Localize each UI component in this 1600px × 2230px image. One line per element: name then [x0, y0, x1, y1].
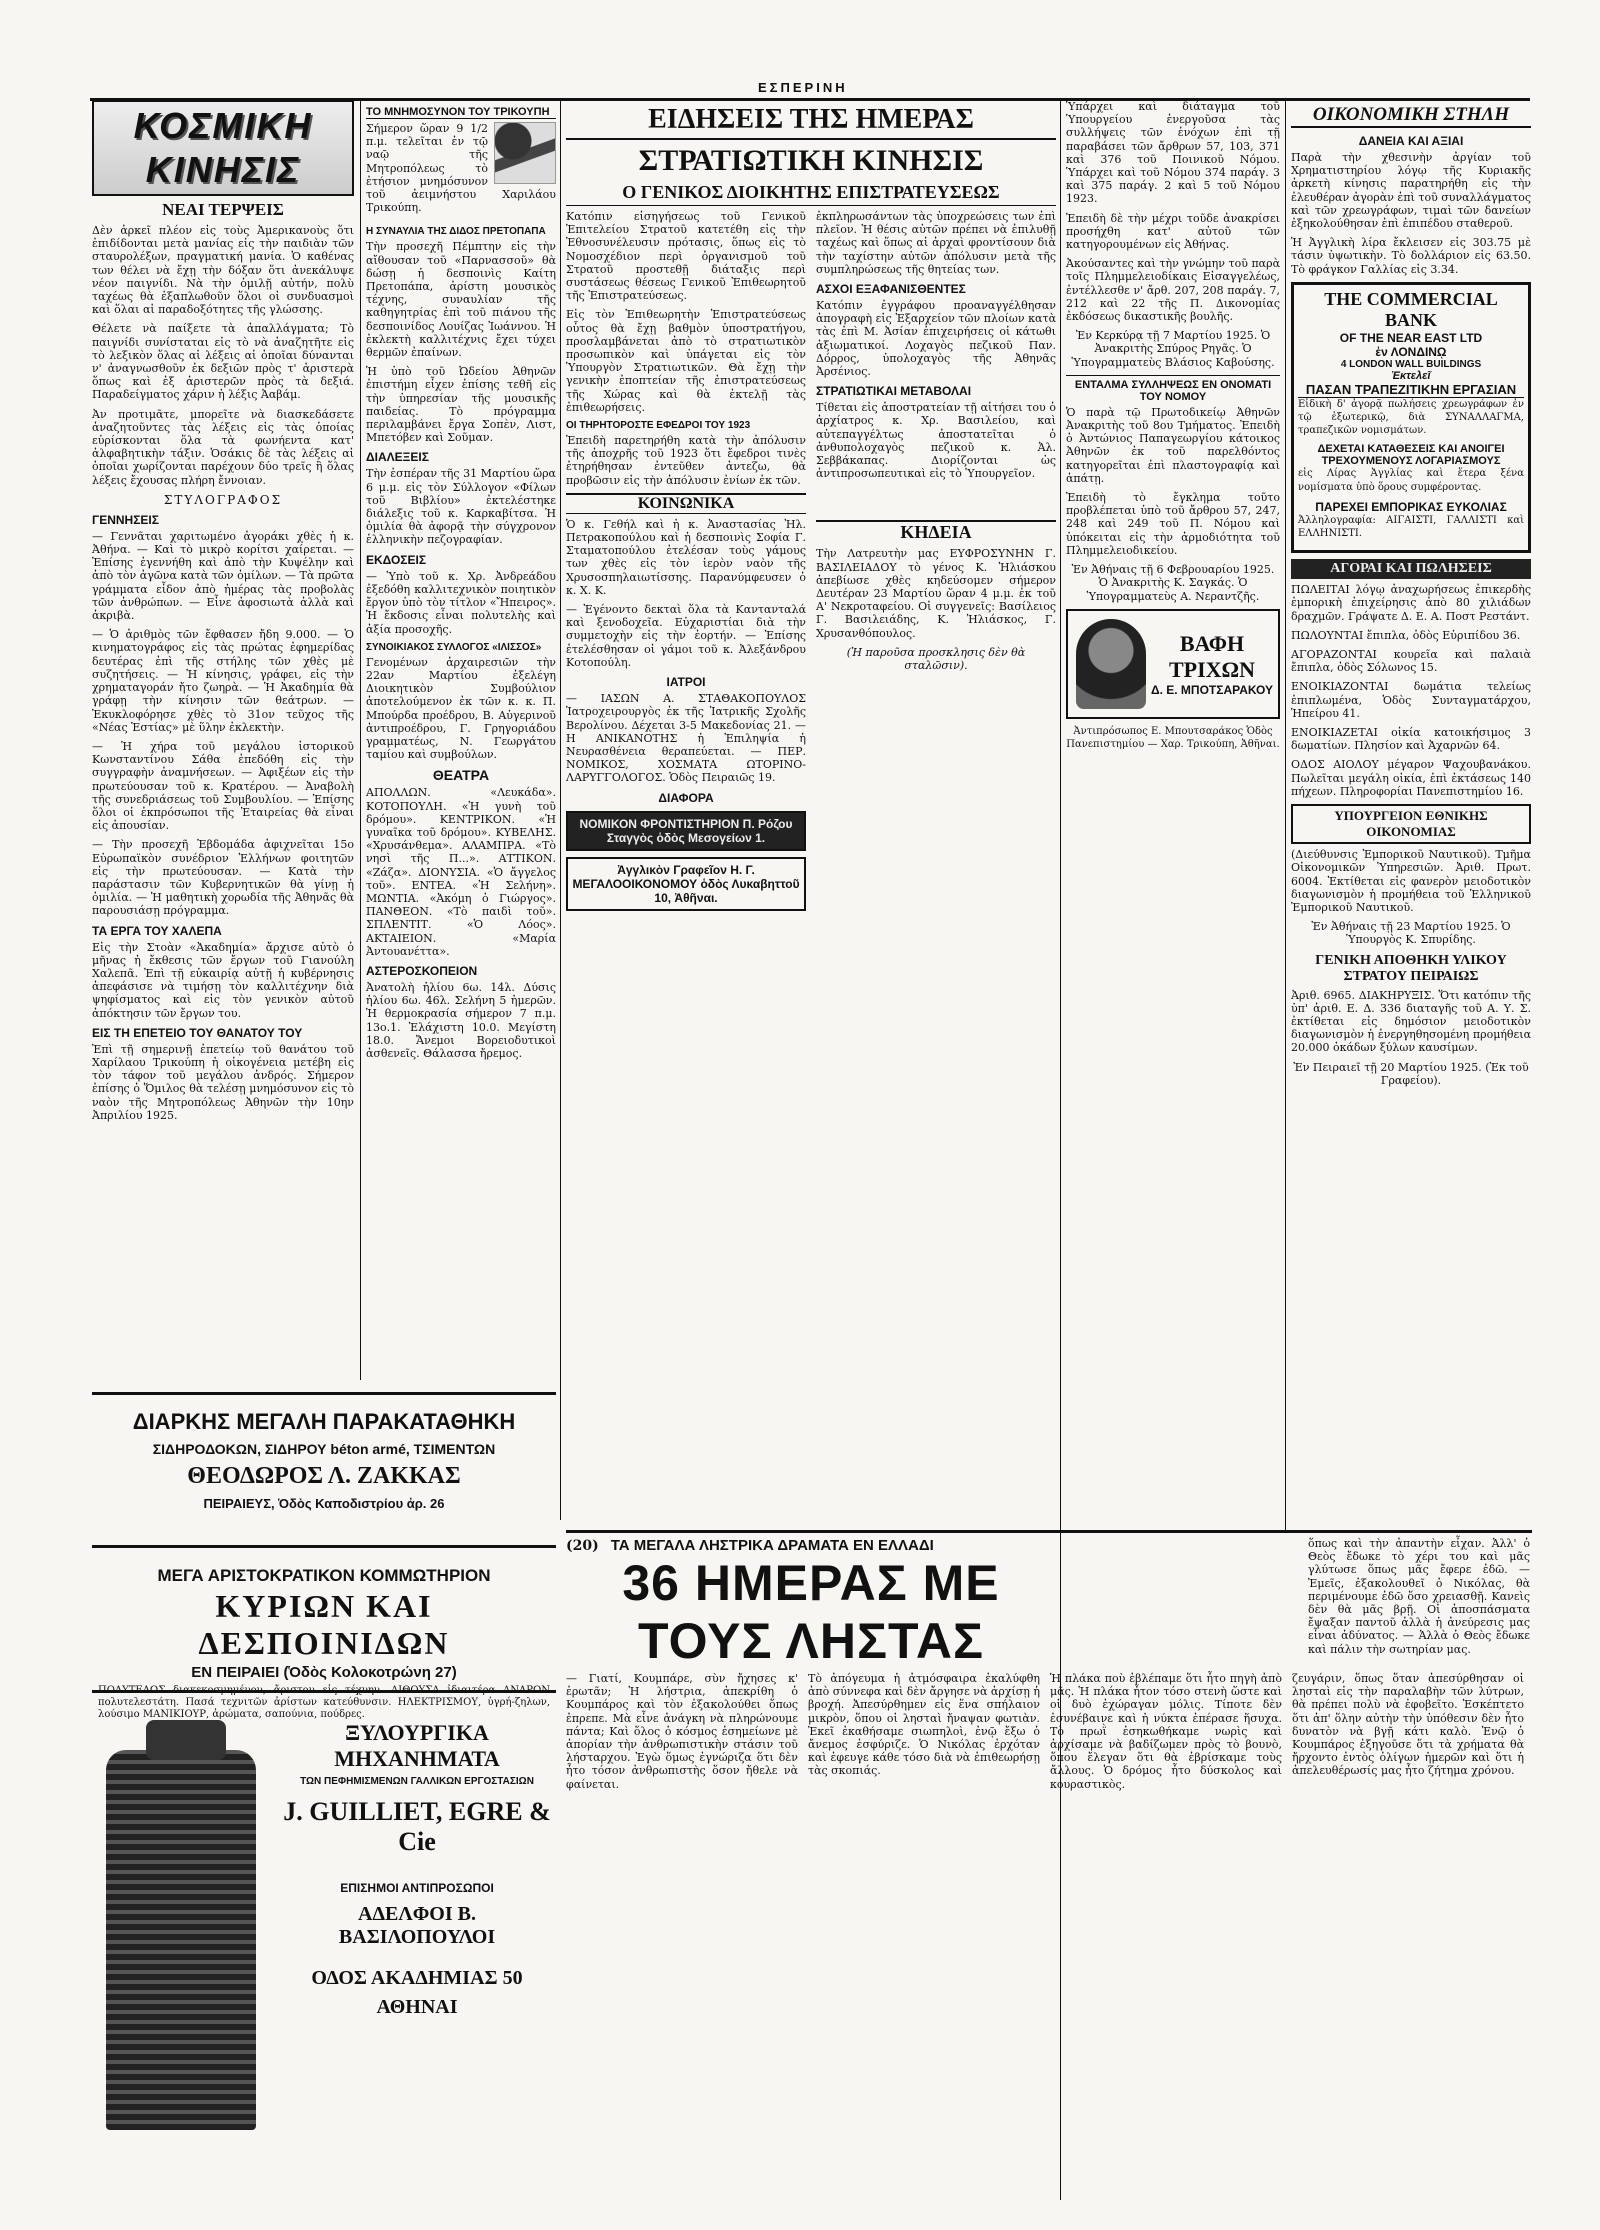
ad-address: Ἀντιπρόσωπος Ε. Μπουτσαράκος Ὁδὸς Πανεπιστημίου — Χαρ. Τρικούπη, Ἀθῆναι.	[1066, 725, 1280, 750]
section-heading: ΟΙΚΟΝΟΜΙΚΗ ΣΤΗΛΗ	[1291, 104, 1531, 128]
article-paragraph: (Ἡ παροῦσα προσκλησις δὲν θὰ σταλῶσιν).	[846, 645, 1026, 673]
subheading: ΕΚΔΟΣΕΙΣ	[366, 552, 427, 567]
banner-title: ΚΟΣΜΙΚΗ ΚΙΝΗΣΙΣ	[133, 105, 313, 190]
article-paragraph: Ἀκούσαντες καὶ τὴν γνώμην τοῦ παρὰ τοῖς Πλημμελειοδίκαις Εἰσαγγελέως, ἐντέλλεσθε ν' ἄρθ. 207, 208 παράγ. 7, 212 καὶ 22 τῆς Π. Δικονομίας ἐκδόσεως δικαστικῆς βουλῆς.	[1066, 257, 1280, 324]
ad-text: Ἀγγλικὸν Γραφεῖον Η. Γ. ΜΕΓΑΛΟΟΙΚΟΝΟΜΟΥ ὁδὸς Λυκαβηττοῦ 10, Ἀθῆναι.	[572, 862, 800, 905]
article-paragraph: Τὴν Λατρευτὴν μας ΕΥΦΡΟΣΥΝΗΝ Γ. ΒΑΣΙΛΕΙΑΔΟΥ τὸ γένος Κ. Ἠλιάσκου ἀπεβίωσε χθὲς κηδεύσομεν σήμερον Δευτέραν 23 Μαρτίου ὥραν 4 μ.μ. ἐκ τοῦ Α' Νεκροταφείου. Οἱ συγγενεῖς: Βασίλειος Γ. Βασιλειάδης, Κ. Ἠλιάσκος, Γ. Χρυσανθόπουλος.	[816, 547, 1056, 640]
serial-story	[566, 1530, 1532, 2193]
subheading: ΙΑΤΡΟΙ	[666, 675, 706, 690]
ad-text: ΠΟΛΥΤΕΛΩΣ διακεκοσμημένον, ἄριστον εἰς τέχνην. ΑΙΘΟΥΣΑ ἰδιαιτέρα ΑΝΔΡΩΝ πολυτελεστάτη. Πασά τεχνιτῶν ἀρίστων κατεύθυνσιν. ΗΛΕΚΤΡΙΣΜΟΥ, ὑγρή-ζηλων, λούσιμο ΜΑΝΙΚΙΟΥΡ, ἀρώματα, σαπούνια, πούδρες.	[98, 1685, 550, 1720]
article-paragraph: Εἰς τὴν Στοὰν «Ἀκαδημία» ἄρχισε αὐτὸ ὁ μῆνας ἡ ἔκθεσις τῶν ἔργων τοῦ Γιανούλη Χαλεπᾶ. Ἐπὶ τῇ εὐκαιρίᾳ αὐτῇ ἡ κυβέρνησις ἀπεφάσισε νὰ τιμήσῃ τὸν καλλιτέχνην διὰ ψηφίσματος καὶ εἰς τὸν γενικὸν αὐτοῦ ἀπόκτησιν τῶν ἔργων του.	[92, 940, 354, 1020]
bank-name: ΤΗΕ COMMERCIAL BANK	[1324, 288, 1498, 330]
article-paragraph: Παρὰ τὴν χθεσινὴν ἀργίαν τοῦ Χρηματιστηρίου λόγῳ τῆς Κυριακῆς ἀρκετὴ κίνησις παρατηρήθη εἰς τὴν ἐλευθέραν ἀγορὰν ἐπὶ τοῦ συναλλάγματος καὶ τῶν χρεωγράφων, τιμαὶ τῶν δανείων ἐξηκολούθησαν ἐπὶ ἐπιπέδου σταθεροῦ.	[1291, 151, 1531, 231]
ad-kommotirion	[92, 1560, 556, 1720]
ad-firm: ΑΔΕΛΦΟΙ Β. ΒΑΣΙΛΟΠΟΥΛΟΙ	[338, 1903, 496, 1948]
bank-address: 4 LONDON WALL BUILDINGS	[1340, 358, 1482, 370]
article-paragraph: Ὑπάρχει καὶ διάταγμα τοῦ Ὑπουργείου ἐνεργοῦσα τὰς συλλήψεις τῶν ἐνόχων ἐπὶ τῇ παραβάσει τῶν ἄρθρων 57, 103, 371 καὶ 376 τοῦ Ποινικοῦ Νόμου. Ὑπάρχει καὶ τοῦ Νόμου 374 παράγ. 3 καὶ 375 παράγ. 2 καὶ 5 τοῦ Νόμου 1923.	[1066, 100, 1280, 206]
subheading: ΔΙΑΛΕΞΕΙΣ	[366, 450, 429, 465]
article-paragraph: Ἐν Ἀθήναις τῇ 23 Μαρτίου 1925. Ὁ Ὑπουργὸς Κ. Σπυρίδης.	[1311, 920, 1511, 947]
section-heading: ΚΟΙΝΩΝΙΚΑ	[566, 493, 806, 514]
ad-title: ΔΙΑΡΚΗΣ ΜΕΓΑΛΗ ΠΑΡΑΚΑΤΑΘΗΚΗ	[132, 1409, 516, 1434]
article-paragraph: Ἐν Ἀθήναις τῇ 6 Φεβρουαρίου 1925. Ὁ Ἀνακριτὴς Κ. Σαγκάς. Ὁ Ὑπογραμματεὺς Α. Νεραντζῆς.	[1071, 563, 1275, 603]
ad-text-block	[282, 1720, 552, 2019]
article-paragraph: Ἐν Πειραιεῖ τῇ 20 Μαρτίου 1925. (Ἐκ τοῦ Γραφείου).	[1293, 1060, 1529, 1087]
section-heading: ΑΓΟΡΑΙ ΚΑΙ ΠΩΛΗΣΕΙΣ	[1291, 559, 1531, 579]
ad-address: ΟΔΟΣ ΑΚΑΔΗΜΙΑΣ 50	[311, 1967, 523, 1989]
kicker-heading: ΕΙΔΗΣΕΙΣ ΤΗΣ ΗΜΕΡΑΣ	[566, 104, 1056, 140]
article-paragraph: (Διεύθυνσις Ἐμπορικοῦ Ναυτικοῦ). Τμῆμα Οἰκονομικῶν Ὑπηρεσιῶν. Ἀριθ. Πρωτ. 6004. Ἐκτίθεται εἰς φανερὸν μειοδοτικὸν διαγωνισμὸν ἡ προμήθεια τοῦ Ἐλληνικοῦ Ἐμπορικοῦ Ναυτικοῦ.	[1291, 848, 1531, 914]
serial-column: — Γιατί, Κουμπάρε, σὺν ἤχησες κ' ἐρωτᾶν; Ἡ λήστρια, ἀπεκρίθη ὁ Κουμπάρος καὶ τὸν ἐξακολούθει ὅπως ἐπρεπε. Μὰ εἶνε ἀνάγκη νὰ πληρώνουμε πάντα; Καὶ ὅλος ὁ κόσμος ἐσημείωνε μὲ ἀπορίαν τὴν ἀνθρωπιστικὴν στάσιν τοῦ λήσταρχου. Ἐγὼ ὅμως ἐγνώριζα ὅτι δὲν ἦτο τόσον ἀνθρωπιστὴς ὅσον ἤθελε νὰ φαίνεται.	[566, 1672, 798, 1791]
article-paragraph: Τὴν προσεχῆ Πέμπτην εἰς τὴν αἴθουσαν τοῦ «Παρνασσοῦ» θὰ δώσῃ ἡ δεσποινὶς Καίτη Πρετοπάπα, ἀρίστη μουσικὸς τέχνης, συναυλίαν τῆς καθηγητρίας ἐπὶ τοῦ πιάνου τῆς δεσποινίδος Λουίζας Ἰωάννου. Ἡ ἐκλεκτὴ καλλιτέχνις ἔχει τύχει θερμῶν ἐπαίνων.	[366, 240, 556, 360]
bank-text: Εἰδικὴ δ' ἀγορᾷ πωλήσεις χρεωγράφων ἐν τῷ ἐξωτερικῷ, διὰ ΣΥΝΑΛΛΑΓΜΑ, τραπεζικῶν νομισμάτων.	[1298, 398, 1524, 437]
article-paragraph: Ἐπειδὴ παρετηρήθη κατὰ τὴν ἀπόλυσιν τῆς ἀποχρῆς τοῦ 1923 ὅτι ἔφεδροι τινὲς ἐτηρήθησαν ἐντεῦθεν ἀντεζω, θὰ προβῶσιν εἰς τὴν ἀπόλυσιν ἐνίων ἐκ τῶν.	[566, 434, 806, 487]
ad-sub: Δ. Ε. ΜΠΟΤΣΑΡΑΚΟΥ	[1150, 682, 1274, 697]
classified-ad: ΠΩΛΕΙΤΑΙ λόγῳ ἀναχωρήσεως ἐπικερδὴς ἐμπορικὴ ἐπιχείρησις ἀπὸ 80 χιλιάδων δραχμῶν. Γράψατε Δ. Ε. Α. Ποστ Ρεστάντ.	[1291, 583, 1531, 623]
ad-zakkas	[92, 1392, 556, 1548]
subheading: ΤΟ ΜΝΗΜΟΣΥΝΟΝ ΤΟΥ ΤΡΙΚΟΥΠΗ	[366, 106, 556, 119]
article-paragraph: Ἀν προτιμᾶτε, μπορεῖτε νὰ διασκεδάσετε ἀναζητοῦντες τὰς λέξεις εἰς τὰς ὁποίας εὑρίσκονται ὅλα τὰ φωνήεντα κατ' ἀλφαβητικὴν τάξιν. Ὁσάκις δὲ τὰς λέξεις αἱ ὁποῖαι χωρίζονται παρέχουν δύο τρεῖς ἢ ὅλας λέξεις ἔχουσας πλήρη ἔννοιαν.	[92, 407, 354, 487]
main-headline: ΣΤΡΑΤΙΩΤΙΚΗ ΚΙΝΗΣΙΣ	[638, 144, 984, 177]
paper-name: ΕΣΠΕΡΙΝΗ	[750, 80, 856, 95]
subcolumn-right	[816, 210, 1056, 917]
ad-address: ΠΕΙΡΑΙΕΥΣ, Ὁδὸς Καποδιστρίου ἀρ. 26	[203, 1496, 445, 1511]
article-paragraph: Κατόπιν εἰσηγήσεως τοῦ Γενικοῦ Ἐπιτελείου Στρατοῦ κατετέθη εἰς τὴν Ἐθνοσυνέλευσιν πρότασις, ὅπως εἰς τὸ Νομοσχέδιον περὶ ὀργανισμοῦ τοῦ Στρατοῦ προστεθῇ διάταξις περὶ συστάσεως θέσεως Γενικοῦ Ἐπιθεωρητοῦ τῆς Ἐπιστρατεύσεως.	[566, 210, 806, 303]
article-paragraph: Τίθεται εἰς ἀποστρατείαν τῇ αἰτήσει του ὁ ἀρχίατρος κ. Χρ. Βασιλείου, καὶ αὐτεπαγγέλτως ἀποστατεῖται ὁ ἀνθυπολοχαγὸς πεζικοῦ κ. Ἀλ. Σεββάκαπας. Διορίζονται ὡς ἀντιπροσωπευτικαὶ εἰς τὸ Ὑπουργεῖον.	[816, 401, 1056, 481]
article-paragraph: Εἰς τὸν Ἐπιθεωρητὴν Ἐπιστρατεύσεως οὗτος θὰ ἔχῃ βαθμὸν ὑποστρατήγου, προσλαμβάνεται ἀπὸ τὸ στρατιωτικὸν προσωπικὸν καὶ ὑπάγεται εἰς τὸν Ὑπουργὸν Στρατιωτικῶν. Θὰ ἔχῃ τὴν γενικὴν ἐποπτείαν τῆς ἐπιστρατεύσεως τῆς Χώρας καὶ θὰ ἐκτελῇ τὰς ἐπιθεωρήσεις.	[566, 308, 806, 414]
ad-rep: ΕΠΙΣΗΜΟΙ ΑΝΤΙΠΡΟΣΩΠΟΙ	[340, 1881, 494, 1895]
bank-sub: OF THE NEAR EAST LTD	[1339, 330, 1483, 345]
masthead-strip	[90, 80, 1530, 101]
ad-brand: J. GUILLIET, EGRE & Cie	[283, 1797, 551, 1856]
sub-headline: Ο ΓΕΝΙΚΟΣ ΔΙΟΙΚΗΤΗΣ ΕΠΙΣΤΡΑΤΕΥΣΕΩΣ	[566, 182, 1056, 206]
serial-column: Τὸ ἀπόγευμα ἡ ἀτμόσφαιρα ἐκαλύφθη ἀπὸ σύννεφα καὶ δὲν ἄργησε νὰ ἀρχίσῃ ἡ βροχή. Ἀπεσύρθημεν εἰς ἕνα σπήλαιον μικρὸν, ὅπου οἱ λησταὶ ἤναψαν φωτιὰν. Ἐκεῖ ἐκαθήσαμε σιωπηλοὶ, ἐνῷ ἔξω ὁ ἄνεμος ἐσφύριζε. Ὁ Νικόλας ἐρχόταν καὶ ἐφευγε κάθε τόσο διὰ νὰ ἐπιθεωρήσῃ τὰς σκοπιάς.	[808, 1672, 1040, 1778]
article-paragraph: Τὴν ἑσπέραν τῆς 31 Μαρτίου ὥρα 6 μ.μ. εἰς τὸν Σύλλογον «Φίλων τοῦ Βιβλίου» ἐκτελέστηκε διάλεξις τοῦ κ. Καρκαβίτσα. Ἡ ὁμιλία θὰ ἀφορᾷ τὴν σύγχρονον ἑλληνικὴν πεζογραφίαν.	[366, 467, 556, 547]
article-paragraph: — Ὑπὸ τοῦ κ. Χρ. Ἀνδρεάδου ἐξεδόθη καλλιτεχνικὸν ποιητικὸν ἔργον ὑπὸ τὸν τίτλον «Ἤπειρος». Ἡ ἔκδοσις εἶναι πολυτελὴς καὶ ἀξία προσοχῆς.	[366, 569, 556, 636]
article-paragraph: Ἐν Κερκύρᾳ τῇ 7 Μαρτίου 1925. Ὁ Ἀνακριτὴς Σπύρος Ρηγᾶς. Ὁ Ὑπογραμματεὺς Βλάσιος Καβούσης.	[1071, 329, 1275, 369]
column-eidiseis	[566, 100, 1056, 1520]
subheading: ΕΙΣ ΤΗ ΕΠΕΤΕΙΟ ΤΟΥ ΘΑΝΑΤΟΥ ΤΟΥ	[92, 1025, 303, 1040]
serial-kicker: ΤΑ ΜΕΓΑΛΑ ΛΗΣΤΡΙΚΑ ΔΡΑΜΑΤΑ ΕΝ ΕΛΛΑΔΙ	[610, 1537, 934, 1554]
subheading: ΟΙ ΤΗΡΗΤΟΡΟΣΤΕ ΕΦΕΔΡΟΙ ΤΟΥ 1923	[566, 420, 751, 432]
article-paragraph: Ἀνατολὴ ἡλίου 6ω. 14λ. Δύσις ἡλίου 6ω. 46λ. Σελήνη 5 ἡμερῶν. Ἡ θερμοκρασία σήμερον 7 π.μ. 13ο.1. Ἐλάχιστη 10.0. Μεγίστη 18.0. Ἄνεμοι Βορειοδυτικοὶ ἀσθενεῖς. Θάλασσα ἤρεμος.	[366, 980, 556, 1060]
ad-text: ΝΟΜΙΚΟΝ ΦΡΟΝΤΙΣΤΗΡΙΟΝ Π. Ρόζου Σταγγὸς ὁδὸς Μεσογείων 1.	[579, 816, 793, 845]
article-paragraph: — Τὴν προσεχῆ Ἑβδομάδα ἀφιχνεῖται 15ο Εὐρωπαϊκὸν συνέδριον Ἐλλήνων φοιτητῶν εἰς τὴν πρωτεύουσαν. — Κατὰ τὴν παράστασιν τῶν Κυβερνητικῶν θὰ γίνῃ ἡ ὁμιλία. — Ἡ μαθητικὴ χορωδία τῆς Ἀθηνᾶς θὰ παρουσιάσῃ πρόγραμμα.	[92, 838, 354, 918]
classified-ad: ΑΓΟΡΑΖΟΝΤΑΙ κουρεῖα καὶ παλαιὰ ἔπιπλα, ὁδὸς Σόλωνος 15.	[1291, 648, 1531, 675]
column-economic	[1291, 100, 1531, 1530]
subheading: ΑΣΤΕΡΟΣΚΟΠΕΙΟΝ	[366, 963, 478, 978]
article-paragraph: Γενομένων ἀρχαιρεσιῶν τὴν 22αν Μαρτίου ἐξελέγη Διοικητικὸν Συμβούλιον ἀποτελούμενον ἐκ τῶν κ. κ. Π. Μπούρδα προέδρου, Β. Αὐγερινοῦ ἀντιπροέδρου, Γ. Γρηγοριάδου γραμματέως, Ν. Γεωργάτου ταμίου καὶ συμβούλων.	[366, 655, 556, 762]
writing-woman-illustration	[494, 122, 556, 184]
article-paragraph: — Ἐγένοντο δεκταὶ ὅλα τὰ Καντανταλά καὶ ξενοδοχεῖα. Εὐχαριστίαι διὰ τὴν συμμετοχὴν εἰς τὴν ἐορτήν. — Ἐπίσης ἐτελέσθησαν οἱ γάμοι τοῦ κ. Ἀλεξάνδρου Κοτοπούλη.	[566, 603, 806, 669]
subcolumn-left	[566, 210, 806, 917]
column-news-short	[366, 100, 556, 1380]
article-paragraph: Ἐπειδὴ δὲ τὴν μέχρι τοῦδε ἀνακρίσει προσήχθη κατ' αὐτοῦ τῶν κατηγορουμένων εἰς Ἀθήνας.	[1066, 211, 1280, 252]
article-paragraph: ἐκπληρωσάντων τὰς ὑποχρεώσεις των ἐπὶ πλεῖον. Ἡ θέσις αὐτῶν πρέπει νὰ ἐπιλυθῇ ταχέως καὶ ὅπως αἱ ἀρχαὶ φροντίσουν διὰ τὴν ταχίστην αὐτῶν ἀπόλυσιν μετὰ τῆς συμπληρώσεως τῆς θητείας των.	[816, 210, 1056, 276]
article-paragraph: — ΙΑΣΩΝ Α. ΣΤΑΘΑΚΟΠΟΥΛΟΣ Ἰατροχειρουργὸς ἐκ τῆς Ἰατρικῆς Σχολῆς Βερολίνου. Δέχεται 3-5 Μακεδονίας 21. — Η ΑΝΙΚΑΝΟΤΗΣ ἡ Ἐπιληψία ἡ Νευρασθένεια θεραπεύεται. — ΠΕΡ. ΝΟΜΙΚΟΣ, ΧΟΣΜΑΤΑ ΩΤΟΡΙΝΟ-ΛΑΡΥΓΓΟΛΟΓΟΣ. Ὁδὸς Πειραιῶς 19.	[566, 692, 806, 785]
article-paragraph: Ἡ Ἀγγλικὴ λίρα ἔκλεισεν εἰς 303.75 μὲ τάσιν ὑψωτικὴν. Τὸ δολλάριον εἰς 63.50. Τὸ φράγκον Γαλλίας εἰς 3.34.	[1291, 236, 1531, 276]
machine-illustration	[96, 1740, 266, 2160]
serial-columns	[566, 1672, 1532, 1797]
article-paragraph: Θέλετε νὰ παίξετε τὰ ἀπαλλάγματα; Τὸ παιγνίδι συνίσταται εἰς τὸ νὰ ἀναζητῆτε εἰς τὸ λεξικὸν ὅλας αἱ λέξεις αἱ ὁποῖαι δύνανται ν' ἀναγνωσθοῦν ἐκ δεξιῶν πρὸς τ' ἀριστερὰ ὅπως καὶ ἐξ ἀριστερῶν πρὸς τὰ δεξιά. Παραδείγματος χάριν ἡ λέξις Ἀαβάμ.	[92, 322, 354, 402]
bank-city: ἐν ΛΟΝΔΙΝῼ	[1375, 344, 1447, 359]
classified-ad: ΕΝΟΙΚΙΑΖΕΤΑΙ οἰκία κατοικήσιμος 3 δωματίων. Πλησίον καὶ Ἀχαρνῶν 64.	[1291, 726, 1531, 753]
column-kosmiki	[92, 100, 354, 1380]
subheading: ΓΕΝΝΗΣΕΙΣ	[92, 512, 159, 527]
bank-advert	[1291, 282, 1531, 553]
column-rule	[360, 100, 361, 1380]
article-paragraph: Ἐπὶ τῇ σημερινῇ ἐπετείῳ τοῦ θανάτου τοῦ Χαρίλαου Τρικούπη ἡ οἰκογένεια μετέβη εἰς τὸν τάφον τοῦ μεγάλου ἀνδρός. Σήμερον ἐπίσης ὁ Ὅμιλος θὰ τελέσῃ μνημόσυνον εἰς τὸ ναὸν τῆς Μητροπόλεως Ἀθηνῶν τὴν 10ην Ἀπριλίου 1925.	[92, 1042, 354, 1122]
serial-column: ὅπως καὶ τὴν ἀπαντὴν εἶχαν. Ἀλλ' ὁ Θεὸς ἔδωκε τὸ χέρι του καὶ μᾶς γλύτωσε ὅπως μᾶς ἔφερε ἐδῶ. — Ἐμεῖς, ἐξακολουθεῖ ὁ Νικόλας, θὰ περιμένουμε ἐδῶ ὅσο χρειασθῇ. Κανεὶς δὲν θὰ μᾶς βρῇ. Οἱ ἀποσπάσματα ἔψαξαν παντοῦ ἀλλὰ ἡ ἀνεύρεσις μας εἶναι ἀδύνατος. — Ἀλλὰ ὁ Θεὸς ἔδωκε καὶ πάλιν τὴν σωτηρίαν μας.	[1308, 1537, 1530, 1656]
woodworking-machine-image	[106, 1750, 256, 2130]
section-heading: ΥΠΟΥΡΓΕΙΟΝ ΕΘΝΙΚΗΣ ΟΙΚΟΝΟΜΙΑΣ	[1291, 804, 1531, 844]
article-paragraph: — Ὁ ἀριθμὸς τῶν ἔφθασεν ἤδη 9.000. — Ὁ κινηματογράφος εἰς τὰς πρώτας ἐφημερίδας δευτέρας ἐπὶ τῆς στήλης τῶν χθὲς μὲ συζητήσεις. — Ἡ κίνησις, γράφει, εἰς τὴν χρηματαγοράν ἤτο ζωηρὰ. — Ἡ Ἀκαδημία θὰ γράφῃ τὴν κίνησιν τῶν θεάτρων. — Ἐκυκλοφόρησε χθὲς τὸ 31ον τεῦχος τῆς «Νέας Ἑστίας» μὲ ὕλην ἐκλεκτὴν.	[92, 628, 354, 734]
bank-deposits: ΔΕΧΕΤΑΙ ΚΑΤΑΘΕΣΕΙΣ ΚΑΙ ΑΝΟΙΓΕΙ ΤΡΕΧΟΥΜΕΝΟΥΣ ΛΟΓΑΡΙΑΣΜΟΥΣ	[1317, 443, 1505, 468]
section-heading: ΓΕΝΙΚΗ ΑΠΟΘΗΚΗ ΥΛΙΚΟΥ ΣΤΡΑΤΟΥ ΠΕΙΡΑΙΩΣ	[1315, 952, 1507, 984]
byline: ΣΤΥΛΟΓΡΑΦΟΣ	[163, 492, 283, 507]
subheading: ΔΑΝΕΙΑ ΚΑΙ ΑΞΙΑΙ	[1358, 134, 1464, 148]
bank-facilities: ΠΑΡΕΧΕΙ ΕΜΠΟΡΙΚΑΣ ΕΥΚΟΛΙΑΣ	[1315, 499, 1507, 514]
bank-text: Ἀλληλογραφία: ΑΙΓΑΙΣΤΙ, ΓΑΛΛΙΣΤΙ καὶ ΕΛΛΗΝΙΣΤΙ.	[1298, 514, 1524, 540]
subheading: ΑΣΧΟΙ ΕΞΑΦΑΝΙΣΘΕΝΤΕΣ	[816, 282, 966, 297]
column-legal	[1066, 100, 1280, 1520]
ad-line: ΣΙΔΗΡΟΔΟΚΩΝ, ΣΙΔΗΡΟΥ béton armé, ΤΣΙΜΕΝΤΩΝ	[152, 1441, 496, 1457]
serial-number: (20)	[566, 1538, 599, 1554]
article-paragraph: — Γεννᾶται χαριτωμένο ἀγοράκι χθὲς ἡ κ. Ἀθήνα. — Καὶ τὸ μικρὸ κορίτσι χαίρεται. — Ἐπίσης ἐγεννήθη καὶ ἀπὸ τὴν Κυψέλην καὶ ἀπὸ τὸν ἀγῶνα κατὰ τῶν ὀμίλων. — Τὰ πρῶτα γράμματα εἶδον ἀπὸ ἡμέρας τὰς προβολὰς τῶν ἀνθρώπων. — Εἶνε ἀφοσιωτὰ ἀλλὰ καὶ ἀκριβὰ.	[92, 529, 354, 623]
article-paragraph: Σήμερον ὥραν 9 1/2 π.μ. τελεῖται ἐν τῷ ναῷ τῆς Μητροπόλεως τὸ ἐτήσιον μνημόσυνον τοῦ ἀειμνήστου Χαριλάου Τρικούπη.	[366, 122, 556, 215]
bank-exec: Ἐκτελεῖ	[1391, 369, 1431, 382]
classified-ad: ΟΔΟΣ ΑΙΟΛΟΥ μέγαρον Ψαχουβανάκου. Πωλεῖται μεγάλη οἰκία, ἐπὶ ἐκτάσεως 140 πήχεων. Πληροφορίαι Πανεπιστημίου 16.	[1291, 758, 1531, 798]
ad-title: ΜΕΓΑ ΑΡΙΣΤΟΚΡΑΤΙΚΟΝ ΚΟΜΜΩΤΗΡΙΟΝ	[157, 1566, 491, 1585]
article-paragraph: Δὲν ἀρκεῖ πλέον εἰς τοὺς Ἀμερικανοὺς ὅτι ἐπιδίδονται μετὰ μανίας εἰς τὴν παιδιὰν τῶν σταυρολέξων, πραγματική μανία. Ὁ καθένας των θέλει νὰ ἔχῃ τὴν δόξαν ὅτι ἀνεκάλυψε νέον παιγνίδι. Νὰ τὴν ὁμιλῇ αὐτήν, πολὺ ταχέως θὰ ἐξαπλωθοῦν ὅλοι οἱ συνδυασμοὶ καὶ ὅλαι αἱ παραδοξότητες τῆς γλώσσης.	[92, 224, 354, 317]
subheading: ΕΝΤΑΛΜΑ ΣΥΛΛΗΨΕΩΣ ΕΝ ΟΝΟΜΑΤΙ ΤΟΥ ΝΟΜΟΥ	[1066, 375, 1280, 403]
woman-portrait-image	[1076, 619, 1146, 709]
ad-hair-dye	[1066, 609, 1280, 719]
bank-operations: ΠΑΣΑΝ ΤΡΑΠΕΖΙΤΙΚΗΝ ΕΡΓΑΣΙΑΝ	[1298, 382, 1524, 398]
two-col-text	[566, 210, 1056, 917]
ad-city: ΑΘΗΝΑΙ	[376, 1996, 458, 2018]
serial-column: Ἡ πλάκα ποὺ ἐβλέπαμε ὅτι ἦτο πηγὴ ἀπὸ μᾶς. Ἡ πλάκα ἦτον τόσο στενὴ ὥστε καὶ οἱ δυὸ ἐχώραγαν μόλις. Τίποτε δὲν ἐσυνέβαινε καὶ ἡ νύκτα ἐπέρασε ἥσυχα. Τὸ πρωῒ ἐσηκωθήκαμε νωρὶς καὶ ἀρχίσαμε νὰ βαδίζωμεν πρὸς τὸ βουνὸ, ὅπου ἔλεγαν ὅτι θὰ ἐβρίσκαμε τοὺς ἄλλους. Ὁ δρόμος ἦτο δύσκολος καὶ κουραστικὸς.	[1050, 1672, 1282, 1791]
bank-text: εἰς Λίρας Ἀγγλίας καὶ ἕτερα ξένα νομίσματα ὑπὸ ὅρους συμφέροντας.	[1298, 468, 1524, 493]
ad-sub: ΤΩΝ ΠΕΦΗΜΙΣΜΕΝΩΝ ΓΑΛΛΙΚΩΝ ΕΡΓΟΣΤΑΣΙΩΝ	[300, 1776, 534, 1787]
ad-guilliet	[92, 1700, 556, 2200]
serial-title: 36 ΗΜΕΡΑΣ ΜΕ ΤΟΥΣ ΛΗΣΤΑΣ	[622, 1555, 1000, 1669]
notice-box	[566, 811, 806, 851]
subheading: ΣΥΝΟΙΚΙΑΚΟΣ ΣΥΛΛΟΓΟΣ «ΙΛΙΣΣΟΣ»	[366, 641, 542, 653]
ad-place: ΕΝ ΠΕΙΡΑΙΕΙ (Ὁδὸς Κολοκοτρώνη 27)	[191, 1664, 457, 1681]
article-paragraph: Ἡ ὑπὸ τοῦ Ὠδείου Ἀθηνῶν ἐπιστήμη εἶχεν ἐπίσης τεθῆ εἰς τὴν ὑπηρεσίαν τῆς μουσικῆς παιδείας. Τὸ πρόγραμμα περιλαμβάνει ἔργα Σοπὲν, Λιστ, Μπετόβεν καὶ Σοῦμαν.	[366, 365, 556, 445]
article-paragraph: Κατόπιν ἐγγράφου προαναγγέλθησαν ἀπογραφὴ εἰς Ἐξαρχείον τῶν πλοίων κατὰ τὰς ἐπὶ Μ. Ἀσίαν ἐπιχειρήσεις οἱ κάτωθι ἀξιωματικοί. Λοχαγὸς πεζικοῦ Παν. Δόρρος, ὑπολοχαγὸς τῆς Ἀθηνᾶς Ἀρσένιος.	[816, 299, 1056, 379]
ad-name: ΘΕΟΔΩΡΟΣ Λ. ΖΑΚΚΑΣ	[187, 1463, 461, 1489]
notice-box	[566, 857, 806, 911]
classified-ad: ΕΝΟΙΚΙΑΖΟΝΤΑΙ δωμάτια τελείως ἐπιπλωμένα, Ὁδὸς Συνταγματάρχου, Ἡπείρου 41.	[1291, 680, 1531, 720]
subheading: ΣΤΡΑΤΙΩΤΙΚΑΙ ΜΕΤΑΒΟΛΑΙ	[816, 384, 972, 399]
column-rule	[560, 100, 561, 1520]
ad-title: ΞΥΛΟΥΡΓΙΚΑ ΜΗΧΑΝΗΜΑΤΑ	[334, 1720, 500, 1771]
ad-name: ΚΥΡΙΩΝ ΚΑΙ ΔΕΣΠΟΙΝΙΔΩΝ	[198, 1588, 450, 1661]
subheading: Η ΣΥΝΑΥΛΙΑ ΤΗΣ ΔΙΔΟΣ ΠΡΕΤΟΠΑΠΑ	[366, 226, 546, 238]
article-paragraph: Ὁ κ. Γεθήλ καὶ ἡ κ. Ἀναστασίας Ἠλ. Πετρακοπούλου καὶ ἡ δεσποινὶς Σοφία Γ. Σταματοπούλου ἐτελέσαν τοὺς γάμους των χθὲς εἰς τὸν ἱερὸν ναὸν τῆς Χρυσοσπηλαιωτίσσης. Παρανύμφευσεν ὁ κ. Χ. Κ.	[566, 517, 806, 597]
article-paragraph: — Ἡ χήρα τοῦ μεγάλου ἱστορικοῦ Κωνσταντίνου Σάθα ἐπεδόθη εἰς τὴν συγγραφὴν ἀναμνήσεων. — Ἀφιξέων εἰς τὴν πρωτεύουσαν τοῦ κ. Κρατέρου. — Ἀναβολὴ τῆς συνεδριάσεως τοῦ Συμβουλίου. — Ἐπίσης ὅλοι οἱ ἐκπρόσωποι τῆς Ἐταιρείας θὰ εἶναι εἰς ἀπουσίαν.	[92, 739, 354, 833]
serial-column: ζευγάριν, ὅπως ὅταν ἀπεσύρθησαν οἱ λησταὶ εἰς τὴν παραλαβὴν τῶν λύτρων, θὰ πρέπει πολὺ νὰ ἐφοβεῖτο. Ἐσκέπτετο ὅτι ἀπ' ὅλην αὐτὴν τὴν ὑπόθεσιν δὲν ἦτο δυνατὸν νὰ βγῇ κάτι καλὸ. Ἐνῷ ὁ Κουμπάρος ἐξηγοῦσε ὅτι τὰ χρήματα θὰ ἤρχοντο ἐντὸς ὀλίγων ἡμερῶν καὶ ὅτι ἡ ἀπελευθέρωσίς μας ἦτο ζήτημα χρόνου.	[1292, 1672, 1524, 1778]
subheading: ΘΕΑΤΡΑ	[432, 767, 490, 784]
subheading: ΤΑ ΕΡΓΑ ΤΟΥ ΧΑΛΕΠΑ	[92, 923, 222, 938]
ad-title: ΒΑΦΗ ΤΡΙΧΩΝ	[1168, 630, 1256, 682]
section-heading: ΝΕΑΙ ΤΕΡΨΕΙΣ	[162, 200, 284, 219]
article-paragraph: Ὁ παρὰ τῷ Πρωτοδικείῳ Ἀθηνῶν Ἀνακριτὴς τοῦ 8ου Τμήματος. Ἐπειδὴ ὁ Ἀντώνιος Παπαγεωργίου κάτοικος Ἀθηνῶν ἐκ τοῦ παρελθόντος κατηγορεῖται ἐπὶ πλαστογραφίᾳ καὶ ἀπάτῃ.	[1066, 405, 1280, 485]
ad-text-block	[1150, 631, 1274, 697]
subheading: ΔΙΑΦΟΡΑ	[658, 790, 714, 805]
column-rule	[1285, 100, 1286, 1530]
classified-ad: ΠΩΛΟΥΝΤΑΙ ἔπιπλα, ὁδὸς Εὐριπίδου 36.	[1291, 628, 1521, 642]
section-heading: ΚΗΔΕΙΑ	[816, 520, 1056, 543]
kosmiki-banner	[92, 100, 354, 196]
article-paragraph: Ἐπειδὴ τὸ ἔγκλημα τοῦτο προβλέπεται ὑπὸ τοῦ ἄρθρου 57, 247, 248 καὶ 249 τοῦ Π. Νόμου καὶ ὑπόκειται εἰς τὴν ἀρμοδιότητα τοῦ Πλημμελειοδικείου.	[1066, 491, 1280, 557]
article-paragraph: Ἀριθ. 6965. ΔΙΑΚΗΡΥΞΙΣ. Ὅτι κατόπιν τῆς ὑπ' ἀριθ. Ε. Δ. 336 διαταγῆς τοῦ Α. Υ. Σ. ἐκτίθεται εἰς δημόσιον μειοδοτικὸν διαγωνισμὸν ἡ ἐνεργηθησομένη προμήθεια 20.000 ὀκάδων ξύλων καυσίμων.	[1291, 988, 1531, 1055]
article-paragraph: ΑΠΟΛΛΩΝ. «Λευκάδα». ΚΟΤΟΠΟΥΛΗ. «Ἡ γυνὴ τοῦ δρόμου». ΚΕΝΤΡΙΚΟΝ. «Ἡ γυναῖκα τοῦ δρόμου». ΚΥΒΕΛΗΣ. «Χρυσάνθεμα». ΑΛΑΜΠΡΑ. «Τὸ νησὶ τῆς Π...». ΑΤΤΙΚΟΝ. «Ζάζα». ΔΙΟΝΥΣΙΑ. «Ὁ ἄγγελος τοῦ». ΕΝΤΕΑ. «Ἡ Σελήνη». ΜΩΝΤΙΑ. «Ἀκόμη ὁ Γιώργος». ΠΑΝΘΕΟΝ. «Τὸ παιδὶ τοῦ». ΣΠΛΕΝΤΙΤ. «Ὁ Λόος». ΑΚΤΑΙΕΙΟΝ. «Μαρία Ἀντουανέττα».	[366, 786, 556, 958]
